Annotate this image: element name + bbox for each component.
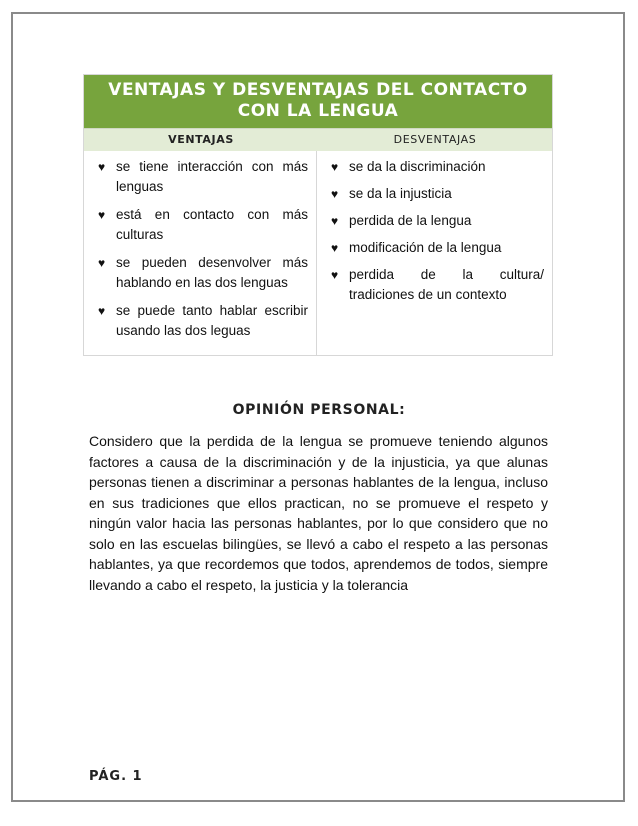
page-number: PÁG. 1 [89,769,143,784]
list-item: ♥ se puede tanto hablar escribir usando las dos leguas [98,301,308,341]
heart-bullet-icon: ♥ [98,256,106,270]
heart-bullet-icon: ♥ [331,241,339,255]
ventajas-column [84,151,317,355]
heart-bullet-icon: ♥ [331,160,339,174]
desventajas-column [317,151,552,355]
table-body [84,151,552,355]
table-header-row [84,128,552,151]
list-item: ♥ se da la discriminación [331,157,544,177]
heart-bullet-icon: ♥ [331,268,339,282]
heart-bullet-icon: ♥ [98,304,106,318]
list-item: ♥ se pueden desenvolver más hablando en las dos lenguas [98,253,308,293]
comparison-table [83,74,553,356]
list-item: ♥ perdida de la cultura/ tradiciones de un contexto [331,265,544,305]
desventajas-header: DESVENTAJAS [393,133,477,146]
list-item: ♥ se da la injusticia [331,184,544,204]
heart-bullet-icon: ♥ [98,160,106,174]
table-title: VENTAJAS Y DESVENTAJAS DEL CONTACTO CON LA LENGUA [84,75,552,128]
opinion-title: OPINIÓN PERSONAL: [232,402,406,418]
heart-bullet-icon: ♥ [331,214,339,228]
list-item: ♥ modificación de la lengua [331,238,544,258]
list-item: ♥ perdida de la lengua [331,211,544,231]
ventajas-header: VENTAJAS [168,133,234,146]
list-item: ♥ está en contacto con más culturas [98,205,308,245]
heart-bullet-icon: ♥ [98,208,106,222]
heart-bullet-icon: ♥ [331,187,339,201]
list-item: ♥ se tiene interacción con más lenguas [98,157,308,197]
opinion-paragraph: Considero que la perdida de la lengua se promueve teniendo algunos factores a causa de la discriminación y de la injusticia, ya que alunas personas tienen a discriminar a personas hablantes de la lengua, incluso en sus tradiciones que ellos practican, no se promueve el respeto y ningún valor hacia las personas hablantes, por lo que considero que no solo en las escuelas bilingües, se llevó a cabo el respeto a las personas hablantes, ya que recordemos que todos, aprendemos de todos, siempre llevando a cabo el respeto, la justicia y la tolerancia [89,433,548,593]
